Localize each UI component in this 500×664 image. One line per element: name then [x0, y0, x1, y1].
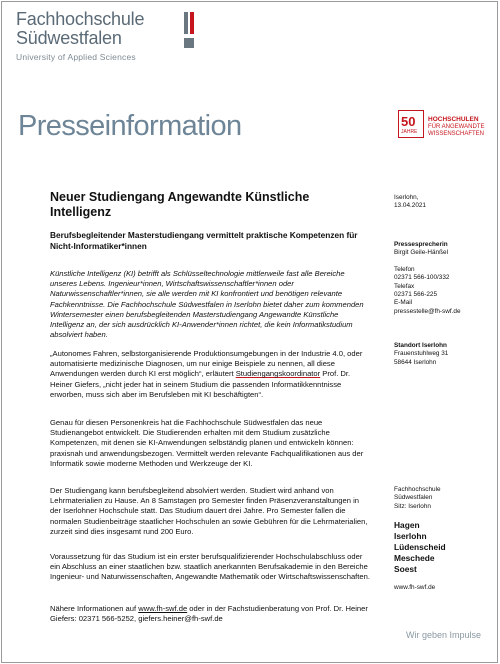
site-hagen: Hagen [394, 520, 420, 530]
contact-heading: Pressesprecherin [394, 241, 448, 248]
website-link[interactable]: www.fh-swf.de [138, 604, 188, 613]
site-soest: Soest [394, 564, 417, 574]
article-paragraph-3: Genau für diesen Personenkreis hat die Fachhochschule Südwestfalen das neue Studienangebot entwickelt. Die Studierenden erhalten mit dem Studium zusätzliche Kompetenzen, mit denen sie KI-Anwendungen selbständig planen und entwickeln können: praxisnah und anwendungsbezogen. Vermittelt werden relevante Fachqualifikationen aus der Informatik sowie moderne Methoden und Werkzeuge der KI. [50, 418, 364, 468]
info-text-1: Nähere Informationen auf [50, 604, 139, 613]
location-heading: Standort Iserlohn [394, 342, 447, 349]
article-paragraph-6 [50, 604, 370, 624]
article [50, 190, 370, 252]
sidebar-date-value: 13.04.2021 [394, 202, 426, 210]
site-iserlohn: Iserlohn [394, 531, 427, 541]
badge-line-1: HOCHSCHULEN [428, 116, 479, 123]
org-line-2: Südwestfalen [394, 494, 433, 502]
sidebar-website-link[interactable]: www.fh-swf.de [394, 584, 436, 591]
sidebar-place: Iserlohn, [394, 194, 419, 201]
org-line-1: Fachhochschule [394, 486, 441, 493]
page-title: Presseinformation [18, 110, 242, 142]
info-text-2: oder in der Fachstudienberatung von Prof. Dr. Heiner Giefers: 02371 566-5252, giefers.heiner@fh-swf.de [50, 604, 368, 624]
sidebar-organization [394, 486, 494, 511]
badge-number: 50 [401, 114, 416, 129]
quote-underlined-word: Studiengangskoordinator [235, 369, 321, 379]
sidebar-sites [394, 520, 494, 575]
anniversary-badge [398, 110, 498, 142]
badge-line-3: WISSENSCHAFTEN [428, 131, 485, 137]
press-release-page [1, 1, 498, 663]
badge-line-2: FÜR ANGEWANDTE [428, 124, 485, 130]
phone-value: 02371 566-100/332 [394, 274, 450, 282]
site-luedenscheid: Lüdenscheid [394, 542, 446, 552]
email-label: E-Mail [394, 299, 413, 307]
quote-text-2: Prof. Dr. Heiner Giefers, „nicht jeder hat in seinem Studium die passenden Informatikkenntnisse erworben, muss sich aber im Berufsleben mit KI beschäftigten“. [50, 369, 351, 399]
fax-label: Telefax [394, 282, 415, 290]
article-quote [50, 349, 370, 400]
badge-jahre: JAHRE [401, 129, 418, 135]
org-line-3: Sitz: Iserlohn [394, 502, 431, 510]
sidebar-date [394, 194, 494, 211]
sidebar-website [394, 584, 494, 592]
article-headline: Neuer Studiengang Angewandte Künstliche Intelligenz [50, 190, 310, 219]
article-paragraph-4: Der Studiengang kann berufsbegleitend absolviert werden. Studiert wird anhand von Lehrmaterialien zu Hause. An 8 Samstagen pro Semester finden Präsenzveranstaltungen in der Iserlohner Hochschule statt. Das Studium dauert drei Jahre. Pro Semester fallen die normalen Studienbeiträge staatlicher Hochschulen an sowie Gebühren für die Lehrmaterialien, zurzeit sind dies insgesamt rund 200 Euro. [50, 486, 368, 536]
article-subhead: Berufsbegleitender Masterstudiengang vermittelt praktische Kompetenzen für Nicht-Informatiker*innen [50, 230, 358, 251]
contact-name: Birgit Geile-Hänßel [394, 249, 448, 257]
article-paragraph-5: Voraussetzung für das Studium ist ein erster berufsqualifizierender Hochschulabschluss oder ein Abschluss an einer staatlichen bzw. staatlich anerkannten Berufsakademie in den Bereiche Ingenieur- und Naturwissenschaften, Angewandte Mathematik oder Wirtschaftswissenschaften. [50, 552, 370, 582]
logo-line-1: Fachhochschule [16, 9, 145, 29]
sidebar-contact [394, 241, 494, 316]
footer-tagline: Wir geben Impulse [406, 630, 482, 640]
logo-line-3: University of Applied Sciences [16, 52, 136, 62]
logo-mark-icon [184, 12, 194, 52]
logo-line-2: Südwestfalen [16, 28, 122, 48]
phone-label: Telefon [394, 265, 415, 273]
email-value[interactable]: pressestelle@fh-swf.de [394, 307, 461, 315]
site-meschede: Meschede [394, 553, 435, 563]
article-intro: Künstliche Intelligenz (KI) betrifft als Schlüsseltechnologie mittlerweile fast alle Bereiche unseres Lebens. Ingenieur*innen, Wirtschaftswissenschaftler*innen oder Naturwissenschaftler*innen, sie alle werden mit KI konfrontiert und benötigen relevante Fachkenntnisse. Die Fachhochschule Südwestfalen in Iserlohn bietet daher zum kommenden Wintersemester einen berufsbegleitenden Masterstudiengang Angewandte Künstliche Intelligenz an, der sich ausdrücklich KI-Anwender*innen richtet, die kein Informatikstudium absolviert haben. [50, 269, 364, 340]
location-city: 58644 Iserlohn [394, 358, 437, 366]
fax-value: 02371 566-225 [394, 291, 437, 299]
sidebar-location [394, 342, 494, 367]
location-street: Frauenstuhlweg 31 [394, 350, 449, 358]
quote-text-1: „Autonomes Fahren, selbstorganisierende Produktionsumgebungen in der Industrie 4.0, oder automatisierte medizinische Diagnosen, um nur einige Beispiele zu nennen, all diese Anwendungen werden durch KI erst möglich“, erläutert [50, 349, 363, 379]
